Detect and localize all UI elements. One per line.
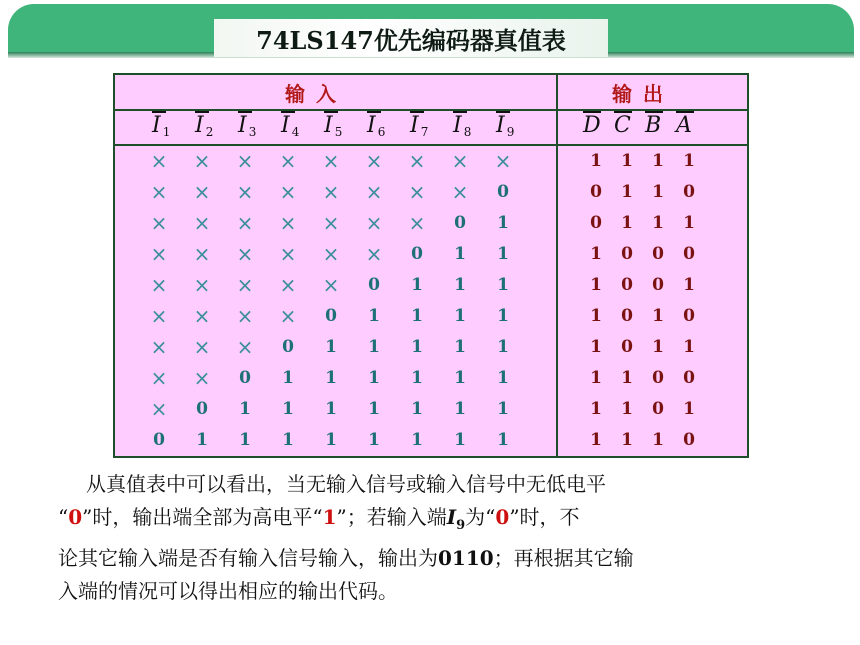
output-cell: 1	[621, 430, 633, 450]
output-symbol-3	[676, 113, 692, 147]
input-cell: ×	[365, 211, 383, 235]
symbol-letter: A	[676, 113, 692, 138]
input-cell: 1	[368, 337, 380, 357]
output-cell: 1	[590, 151, 602, 171]
input-cell: ×	[193, 366, 211, 390]
symbol-letter: B	[645, 113, 662, 138]
overbar	[410, 111, 424, 113]
input-symbol-i4	[281, 113, 299, 147]
input-cell: ×	[408, 211, 426, 235]
output-cell: 1	[652, 430, 664, 450]
paragraph-line-3	[58, 542, 818, 575]
input-header: 输 入	[285, 82, 338, 106]
input-cell: ×	[150, 180, 168, 204]
input-cell: ×	[322, 149, 340, 173]
output-symbol-0	[583, 113, 601, 147]
paragraph-text: 为“	[465, 505, 496, 529]
symbol-subscript: 6	[377, 125, 386, 139]
output-cell: 1	[652, 337, 664, 357]
input-cell: 0	[411, 244, 423, 264]
input-cell: ×	[279, 273, 297, 297]
output-cell: 1	[621, 182, 633, 202]
input-cell: ×	[365, 180, 383, 204]
output-cell: 0	[683, 244, 695, 264]
input-cell: 1	[497, 337, 509, 357]
input-cell: ×	[236, 180, 254, 204]
input-symbol-i: I	[446, 505, 457, 529]
paragraph-line-4	[58, 575, 818, 608]
input-cell: ×	[150, 304, 168, 328]
input-cell: 1	[325, 399, 337, 419]
overbar	[152, 111, 166, 113]
input-cell: 1	[368, 306, 380, 326]
input-cell: ×	[150, 242, 168, 266]
input-cell: 1	[368, 399, 380, 419]
input-cell: 0	[368, 275, 380, 295]
input-cell: ×	[150, 335, 168, 359]
input-symbol-subscript: 9	[456, 518, 466, 533]
input-cell: ×	[408, 180, 426, 204]
paragraph-text: 入端的情况可以得出相应的输出代码。	[58, 579, 398, 603]
input-cell: ×	[322, 242, 340, 266]
input-cell: ×	[150, 211, 168, 235]
input-cell: 1	[196, 430, 208, 450]
paragraph-text: ”时，输出端全部为高电平“	[82, 505, 323, 529]
input-cell: 1	[497, 244, 509, 264]
output-cell: 1	[683, 399, 695, 419]
input-cell: ×	[193, 211, 211, 235]
output-cell: 0	[683, 306, 695, 326]
output-cell: 0	[652, 399, 664, 419]
overbar	[195, 111, 209, 113]
highlight-zero: 0	[68, 505, 83, 529]
output-cell: 1	[652, 151, 664, 171]
symbol-letter: I	[281, 113, 290, 138]
symbol-subscript: 4	[291, 125, 300, 139]
overbar	[238, 111, 252, 113]
output-cell: 0	[590, 182, 602, 202]
input-cell: ×	[451, 180, 469, 204]
input-cell: 1	[454, 368, 466, 388]
input-symbol-i9	[496, 113, 514, 147]
input-cell: 0	[325, 306, 337, 326]
input-cell: ×	[279, 211, 297, 235]
overbar	[676, 111, 694, 113]
symbol-letter: D	[583, 113, 601, 138]
input-cell: ×	[150, 273, 168, 297]
output-cell: 1	[683, 337, 695, 357]
input-cell: ×	[236, 304, 254, 328]
symbol-letter: I	[367, 113, 376, 138]
input-cell: ×	[193, 180, 211, 204]
input-cell: 1	[368, 430, 380, 450]
output-cell: 0	[683, 430, 695, 450]
input-cell: 1	[497, 368, 509, 388]
output-cell: 0	[652, 275, 664, 295]
input-cell: 1	[411, 368, 423, 388]
input-cell: ×	[279, 149, 297, 173]
symbol-letter: I	[152, 113, 161, 138]
input-cell: ×	[236, 149, 254, 173]
symbol-subscript: 9	[506, 125, 515, 139]
input-symbol-i8	[453, 113, 471, 147]
input-cell: 1	[497, 275, 509, 295]
output-cell: 1	[590, 306, 602, 326]
input-symbol-i7	[410, 113, 428, 147]
output-cell: 1	[683, 275, 695, 295]
output-cell: 1	[683, 151, 695, 171]
input-cell: 0	[497, 182, 509, 202]
column-divider	[556, 75, 558, 456]
input-cell: 1	[497, 213, 509, 233]
input-cell: 1	[454, 399, 466, 419]
input-cell: 0	[196, 399, 208, 419]
input-cell: 1	[411, 337, 423, 357]
overbar	[496, 111, 510, 113]
highlight-zero: 0	[495, 505, 510, 529]
input-cell: 1	[239, 430, 251, 450]
symbol-subscript: 2	[205, 125, 214, 139]
output-symbol-1	[614, 113, 631, 147]
output-cell: 1	[621, 213, 633, 233]
output-cell: 0	[652, 244, 664, 264]
output-cell: 0	[621, 306, 633, 326]
output-cell: 0	[683, 368, 695, 388]
input-cell: ×	[322, 180, 340, 204]
input-cell: ×	[408, 149, 426, 173]
output-cell: 1	[621, 368, 633, 388]
output-cell: 1	[683, 213, 695, 233]
input-cell: 1	[282, 399, 294, 419]
paragraph-text: ”时，不	[509, 505, 580, 529]
output-cell: 1	[590, 399, 602, 419]
input-cell: 1	[411, 399, 423, 419]
overbar	[367, 111, 381, 113]
output-cell: 0	[621, 275, 633, 295]
input-cell: ×	[365, 242, 383, 266]
input-cell: ×	[279, 242, 297, 266]
symbol-subscript: 1	[162, 125, 171, 139]
overbar	[645, 111, 663, 113]
output-cell: 1	[652, 306, 664, 326]
input-cell: 1	[497, 430, 509, 450]
paragraph-line-2	[58, 501, 818, 542]
input-cell: 1	[282, 368, 294, 388]
symbol-letter: I	[324, 113, 333, 138]
input-cell: ×	[236, 242, 254, 266]
paragraph-text: “	[58, 505, 69, 529]
input-cell: ×	[322, 273, 340, 297]
input-cell: 1	[454, 337, 466, 357]
symbol-subscript: 5	[334, 125, 343, 139]
input-cell: ×	[193, 149, 211, 173]
output-cell: 1	[652, 182, 664, 202]
paragraph-line-1	[58, 468, 818, 501]
input-cell: 1	[411, 430, 423, 450]
input-cell: ×	[236, 211, 254, 235]
paragraph-text: 论其它输入端是否有输入信号输入，输出为	[58, 546, 438, 570]
input-cell: ×	[279, 304, 297, 328]
input-cell: ×	[279, 180, 297, 204]
input-cell: ×	[193, 304, 211, 328]
symbol-letter: I	[195, 113, 204, 138]
input-cell: 1	[454, 306, 466, 326]
input-symbol-i1	[152, 113, 170, 147]
title-box	[214, 19, 608, 57]
overbar	[281, 111, 295, 113]
input-symbol-i2	[195, 113, 213, 147]
symbol-letter: I	[453, 113, 462, 138]
input-cell: ×	[494, 149, 512, 173]
output-code: 0110	[438, 546, 494, 570]
input-cell: 1	[239, 399, 251, 419]
output-cell: 1	[652, 213, 664, 233]
output-cell: 1	[621, 151, 633, 171]
input-cell: ×	[365, 149, 383, 173]
input-cell: 0	[239, 368, 251, 388]
input-cell: ×	[193, 273, 211, 297]
page-title: 74LS147优先编码器真值表	[256, 25, 566, 55]
input-cell: 1	[325, 337, 337, 357]
input-cell: 1	[454, 275, 466, 295]
input-cell: ×	[236, 273, 254, 297]
input-cell: 1	[497, 306, 509, 326]
symbol-letter: I	[410, 113, 419, 138]
input-cell: 0	[282, 337, 294, 357]
input-symbol-i3	[238, 113, 256, 147]
highlight-one: 1	[322, 505, 337, 529]
input-cell: 0	[454, 213, 466, 233]
description-paragraph	[58, 468, 818, 608]
output-cell: 0	[621, 337, 633, 357]
input-cell: 1	[411, 275, 423, 295]
input-cell: 1	[454, 244, 466, 264]
input-cell: ×	[193, 335, 211, 359]
input-symbol-i5	[324, 113, 342, 147]
paragraph-text: ；再根据其它输	[493, 546, 634, 570]
output-cell: 0	[590, 213, 602, 233]
input-cell: 0	[153, 430, 165, 450]
input-cell: 1	[454, 430, 466, 450]
output-cell: 0	[621, 244, 633, 264]
input-cell: 1	[497, 399, 509, 419]
input-cell: 1	[411, 306, 423, 326]
overbar	[583, 111, 601, 113]
output-cell: 1	[590, 430, 602, 450]
output-cell: 1	[590, 337, 602, 357]
input-cell: ×	[236, 335, 254, 359]
output-cell: 1	[590, 368, 602, 388]
output-cell: 1	[621, 399, 633, 419]
output-cell: 0	[652, 368, 664, 388]
overbar	[453, 111, 467, 113]
symbol-letter: I	[496, 113, 505, 138]
input-cell: ×	[451, 149, 469, 173]
output-cell: 1	[590, 244, 602, 264]
symbol-subscript: 7	[420, 125, 429, 139]
overbar	[614, 111, 632, 113]
input-cell: 1	[325, 430, 337, 450]
input-cell: 1	[325, 368, 337, 388]
input-cell: ×	[150, 366, 168, 390]
paragraph-text: 从真值表中可以看出，当无输入信号或输入信号中无低电平	[86, 472, 606, 496]
symbol-letter: I	[238, 113, 247, 138]
output-header: 输 出	[612, 82, 665, 106]
symbol-subscript: 8	[463, 125, 472, 139]
output-cell: 1	[590, 275, 602, 295]
input-cell: ×	[150, 397, 168, 421]
input-cell: ×	[193, 242, 211, 266]
input-cell: ×	[322, 211, 340, 235]
symbol-subscript: 3	[248, 125, 257, 139]
input-cell: 1	[282, 430, 294, 450]
truth-table	[113, 73, 749, 458]
overbar	[324, 111, 338, 113]
symbol-letter: C	[614, 113, 631, 138]
input-cell: ×	[150, 149, 168, 173]
input-cell: 1	[368, 368, 380, 388]
output-symbol-2	[645, 113, 661, 147]
input-symbol-i6	[367, 113, 385, 147]
output-cell: 0	[683, 182, 695, 202]
paragraph-text: ”；若输入端	[336, 505, 447, 529]
